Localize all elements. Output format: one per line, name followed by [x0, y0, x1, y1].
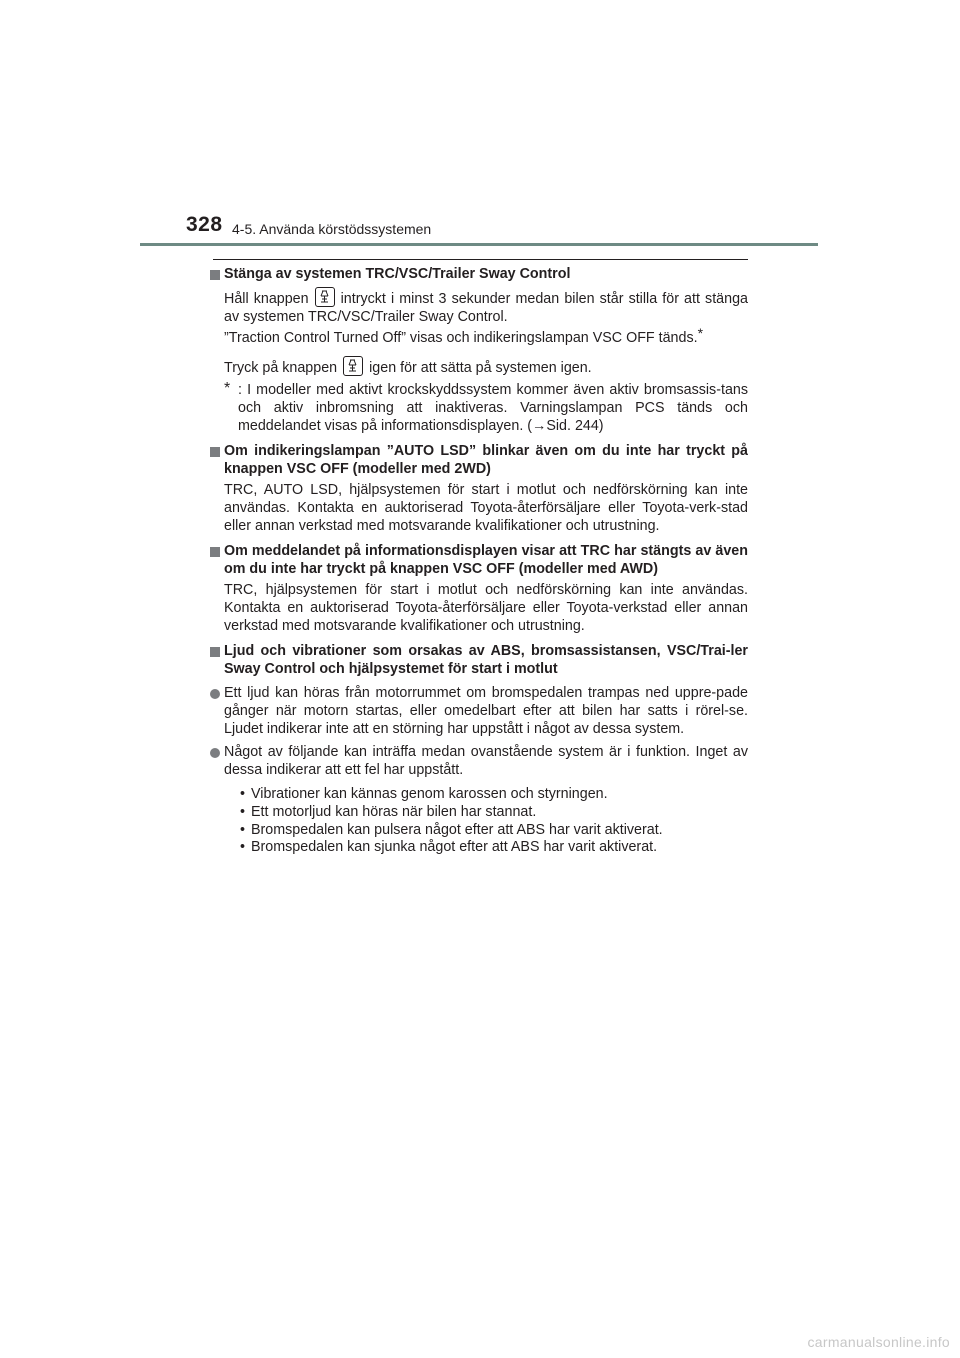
round-bullet-icon [210, 748, 220, 758]
section-heading: Om indikeringslampan ”AUTO LSD” blinkar även om du inte har tryckt på knappen VSC OFF (modeller med 2WD) [210, 443, 748, 479]
section-sound-vibration [210, 643, 748, 857]
sub-list-item: • Bromspedalen kan pulsera något efter att ABS har varit aktiverat. [240, 821, 663, 838]
list-item: Något av följande kan inträffa medan ovanstående system är i funktion. Inget av dessa indikerar att ett fel har uppstått. • Vibrationer kan kännas genom karossen och styrningen. • Ett motorljud kan höras när bilen har stannat. • Bromspedalen kan pulsera något efter att ABS har varit aktiverat. • Bromspedalen kan sjunka något efter att ABS har varit aktiverat. [210, 744, 748, 857]
header-rule [140, 243, 818, 246]
list-item: Ett ljud kan höras från motorrummet om bromspedalen trampas ned uppre-pade gånger när motorn startas, eller omedelbart efter att bilen har satts i rörel-se. Ljudet indikerar inte att en störning har uppstått i något av dessa system. [210, 685, 748, 738]
sub-list-item: • Bromspedalen kan sjunka något efter att ABS har varit aktiverat. [240, 839, 658, 856]
section-heading: Om meddelandet på informationsdisplayen visar att TRC har stängts av även om du inte har tryckt på knappen VSC OFF (modeller med AWD) [210, 543, 748, 579]
section-body: TRC, AUTO LSD, hjälpsystemen för start i motlut och nedförskörning kan inte användas. Kontakta en auktoriserad Toyota-återförsäljare eller Toyota-verk-stad eller annan verkstad med motsvarande kvalifikationer och utrustning. [224, 481, 748, 534]
paragraph-traction-off: ”Traction Control Turned Off” visas och indikeringslampan VSC OFF tänds.* [224, 325, 704, 347]
paragraph-hold-button: Håll knappen intryckt i minst 3 sekunder medan bilen står stilla för att stänga av systemen TRC/VSC/Trailer Sway Control. [224, 287, 748, 327]
vsc-off-button-icon [315, 287, 335, 307]
square-bullet-icon [210, 447, 220, 457]
vsc-off-button-icon [343, 356, 363, 376]
section-heading: Stänga av systemen TRC/VSC/Trailer Sway Control [210, 266, 748, 284]
paragraph-press-again: Tryck på knappen igen för att sätta på systemen igen. [224, 356, 748, 378]
section-auto-lsd [210, 443, 748, 535]
square-bullet-icon [210, 270, 220, 280]
sub-list-item: • Ett motorljud kan höras när bilen har stannat. [240, 803, 537, 820]
watermark: carmanualsonline.info [807, 1334, 950, 1350]
sub-list [224, 786, 748, 857]
sub-list-item: • Vibrationer kan kännas genom karossen och styrningen. [240, 785, 608, 802]
section-body: TRC, hjälpsystemen för start i motlut och nedförskörning kan inte användas. Kontakta en auktoriserad Toyota-återförsäljare eller Toyota-verkstad eller annan verkstad med motsvarande kvalifikationer och utrustning. [224, 581, 748, 634]
footnote-mark: * [224, 379, 231, 397]
footnote: * : I modeller med aktivt krockskyddssystem kommer även aktiv bromsassis-tans och aktiv inbromsning att inaktiveras. Varningslampan PCS tänds och meddelandet visas på informationsdisplayen. (→Sid. 244) [224, 379, 748, 434]
square-bullet-icon [210, 647, 220, 657]
section-trc-message [210, 543, 748, 635]
square-bullet-icon [210, 547, 220, 557]
footnote-mark: * [697, 325, 704, 342]
page-number: 328 [186, 213, 223, 236]
content-top-rule [213, 259, 748, 260]
page-content [210, 266, 748, 865]
page-header [0, 0, 960, 246]
round-bullet-icon [210, 689, 220, 699]
section-heading: Ljud och vibrationer som orsakas av ABS, bromsassistansen, VSC/Trai-ler Sway Control och hjälpsystemet för start i motlut [210, 643, 748, 679]
chapter-title: 4-5. Använda körstödssystemen [232, 221, 432, 237]
section-body [210, 287, 748, 436]
section-disable-trc-vsc [210, 266, 748, 435]
